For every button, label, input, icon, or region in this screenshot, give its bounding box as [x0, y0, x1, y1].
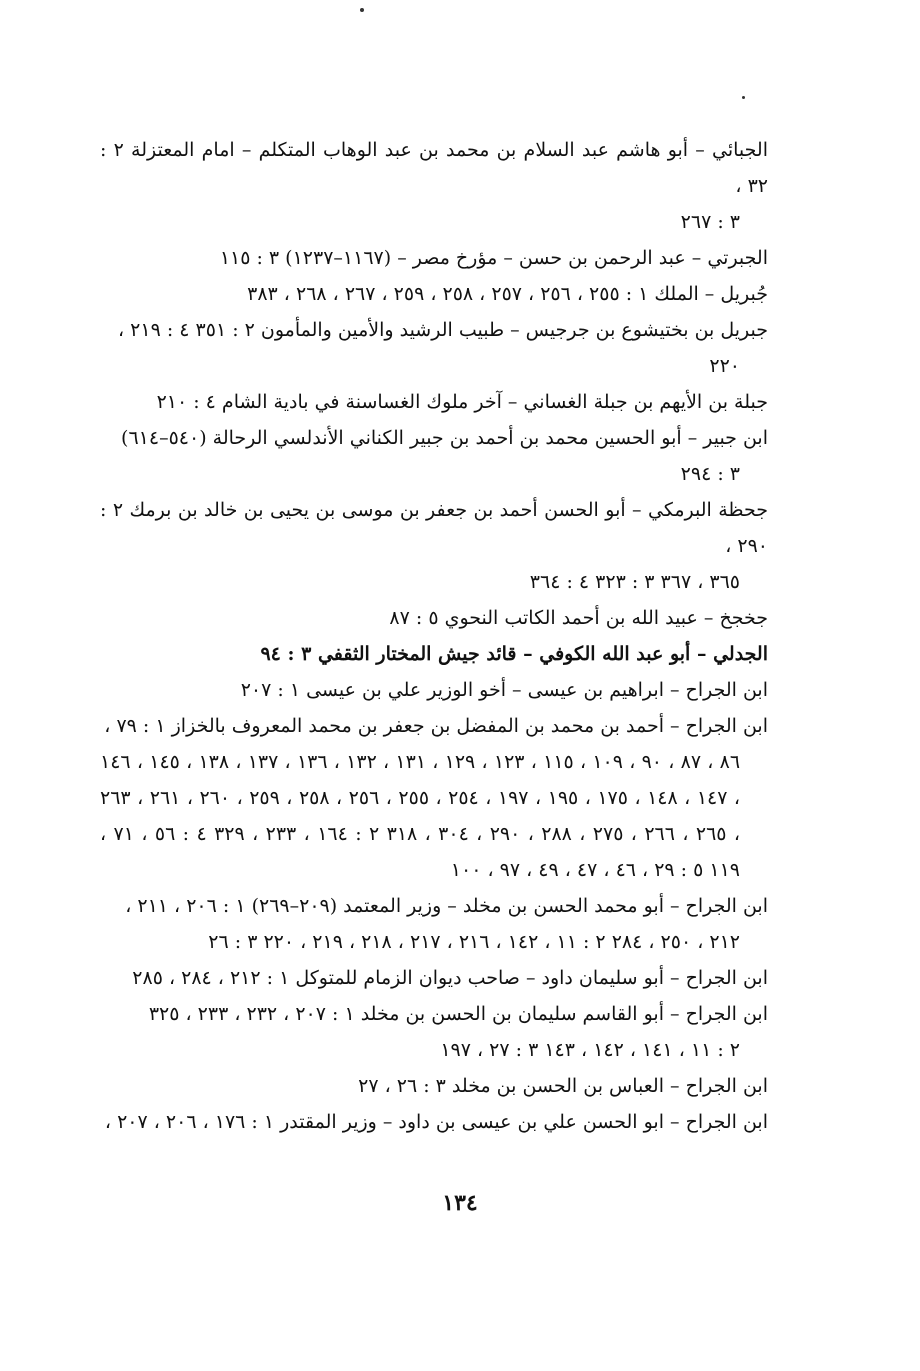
- index-entry: [100, 420, 768, 492]
- entry-text: ابن الجراح – أبو سليمان داود – صاحب ديوان الزمام للمتوكل ١ : ٢١٢ ، ٢٨٤ ، ٢٨٥: [132, 967, 768, 989]
- entry-text: جخجخ – عبيد الله بن أحمد الكاتب النحوي ٥ : ٨٧: [389, 607, 768, 629]
- index-entry: [100, 636, 768, 672]
- entry-text: ابن الجراح – العباس بن الحسن بن مخلد ٣ : ٢٦ ، ٢٧: [358, 1075, 768, 1097]
- index-entry: [100, 240, 768, 276]
- entry-continuation: ٨٦ ، ٨٧ ، ٩٠ ، ١٠٩ ، ١١٥ ، ١٢٣ ، ١٢٩ ، ١٣١ ، ١٣٢ ، ١٣٦ ، ١٣٧ ، ١٣٨ ، ١٤٥ ، ١٤٦ ، ١٤٧ ، ١٤٨ ، ١٧٥ ، ١٩٥ ، ١٩٧ ، ٢٥٤ ، ٢٥٥ ، ٢٥٦ ، ٢٥٨ ، ٢٥٩ ، ٢٦٠ ، ٢٦١ ، ٢٦٣ ، ٢٦٥ ، ٢٦٦ ، ٢٧٥ ، ٢٨٨ ، ٢٩٠ ، ٣٠٤ ، ٣١٨ ٢ : ١٦٤ ، ٢٣٣ ، ٣٢٩ ٤ : ٥٦ ، ٧١ ، ١١٩ ٥ : ٢٩ ، ٤٦ ، ٤٧ ، ٤٩ ، ٩٧ ، ١٠٠: [100, 751, 741, 881]
- entry-text: جبلة بن الأيهم بن جبلة الغساني – آخر ملوك الغساسنة في بادية الشام ٤ : ٢١٠: [156, 391, 768, 413]
- entry-text: جُبريل – الملك ١ : ٢٥٥ ، ٢٥٦ ، ٢٥٧ ، ٢٥٨ ، ٢٥٩ ، ٢٦٧ ، ٢٦٨ ، ٣٨٣: [247, 283, 768, 305]
- entry-text: ابن الجراح – أحمد بن محمد بن المفضل بن جعفر بن محمد المعروف بالخزاز ١ : ٧٩ ،: [104, 715, 768, 737]
- entry-text: ابن جبير – أبو الحسين محمد بن أحمد بن جبير الكناني الأندلسي الرحالة (٥٤٠–٦١٤): [121, 427, 768, 449]
- index-entry: [100, 312, 768, 384]
- index-entry: [100, 276, 768, 312]
- index-entry: [100, 708, 768, 888]
- page-number: ١٣٤: [442, 1190, 478, 1216]
- entry-text: ابن الجراح – أبو القاسم سليمان بن الحسن بن مخلد ١ : ٢٠٧ ، ٢٣٢ ، ٢٣٣ ، ٣٢٥: [148, 1003, 768, 1025]
- speck-mark: [360, 8, 364, 12]
- index-entries: [100, 132, 768, 1140]
- entry-text: ابن الجراح – أبو محمد الحسن بن مخلد – وزير المعتمد (٢٠٩–٢٦٩) ١ : ٢٠٦ ، ٢١١ ،: [125, 895, 768, 917]
- entry-continuation: ٢ : ١١ ، ١٤١ ، ١٤٢ ، ١٤٣ ٣ : ٢٧ ، ١٩٧: [440, 1039, 740, 1061]
- index-entry: [100, 960, 768, 996]
- index-entry: [100, 492, 768, 600]
- entry-continuation: ٣ : ٢٩٤: [680, 463, 740, 485]
- entry-continuation: ٢١٢ ، ٢٥٠ ، ٢٨٤ ٢ : ١١ ، ١٤٢ ، ٢١٦ ، ٢١٧ ، ٢١٨ ، ٢١٩ ، ٢٢٠ ٣ : ٢٦: [208, 931, 740, 953]
- entry-continuation: ٢٢٠: [709, 355, 740, 377]
- speck-mark: [742, 96, 745, 99]
- entry-text: ابن الجراح – ابو الحسن علي بن عيسى بن داود – وزير المقتدر ١ : ١٧٦ ، ٢٠٦ ، ٢٠٧ ،: [104, 1111, 768, 1133]
- index-entry: [100, 384, 768, 420]
- index-entry: [100, 888, 768, 960]
- index-entry: [100, 672, 768, 708]
- index-entry: [100, 996, 768, 1068]
- entry-text: الجدلي – أبو عبد الله الكوفي – قائد جيش المختار الثقفي ٣ : ٩٤: [260, 643, 768, 665]
- entry-text: جحظة البرمكي – أبو الحسن أحمد بن جعفر بن موسى بن يحيى بن خالد بن برمك ٢ : ٢٩٠ ،: [100, 499, 768, 557]
- index-entry: [100, 1104, 768, 1140]
- entry-text: جبريل بن بختيشوع بن جرجيس – طبيب الرشيد والأمين والمأمون ٢ : ٣٥١ ٤ : ٢١٩ ،: [117, 319, 768, 341]
- index-entry: [100, 600, 768, 636]
- entry-text: الجبرتي – عبد الرحمن بن حسن – مؤرخ مصر – (١١٦٧–١٢٣٧) ٣ : ١١٥: [219, 247, 768, 269]
- entry-continuation: ٣٦٥ ، ٣٦٧ ٣ : ٣٢٣ ٤ : ٣٦٤: [529, 571, 740, 593]
- index-entry: [100, 1068, 768, 1104]
- entry-text: الجبائي – أبو هاشم عبد السلام بن محمد بن عبد الوهاب المتكلم – امام المعتزلة ٢ : ٣٢ ،: [100, 139, 768, 197]
- entry-text: ابن الجراح – ابراهيم بن عيسى – أخو الوزير علي بن عيسى ١ : ٢٠٧: [240, 679, 768, 701]
- entry-continuation: ٣ : ٢٦٧: [680, 211, 740, 233]
- index-entry: [100, 132, 768, 240]
